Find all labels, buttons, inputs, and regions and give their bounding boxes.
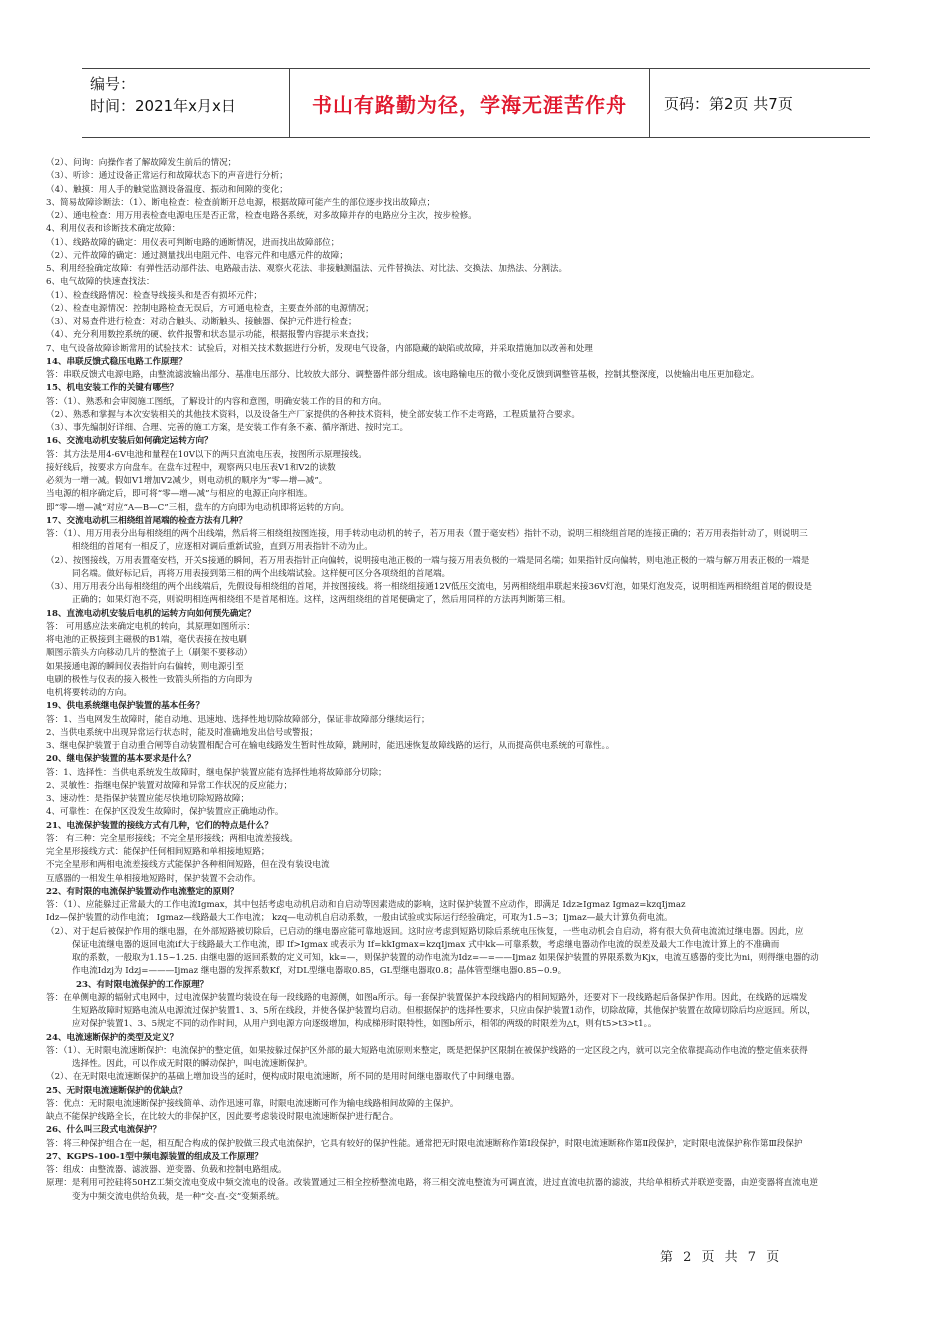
text-line: 3、速动性：是指保护装置应能尽快地切除短路故障； xyxy=(46,794,250,804)
text-line: （3）、事先编制好详细、合理、完善的施工方案，是安装工作有条不紊、循序渐进、按时完工。 xyxy=(46,423,409,433)
text-line: 不完全星形和两相电流差接线方式能保护各种相间短路，但在没有装设电流 xyxy=(46,860,330,871)
text-line: 4、可靠性：在保护区没发生故障时，保护装置应正确地动作。 xyxy=(46,807,284,818)
text-line: 将电池的正极接到主磁极的B1端，毫伏表接在按电刷 xyxy=(46,635,247,645)
text-line: 必须为一增一减。假如V1增加V2减少，则电动机的顺序为“零—增—减”。 xyxy=(46,476,328,486)
text-line: （2）、对于起后被保护作用的继电器，在外部短路被切除后，已启动的继电器应能可靠地返回。这时应考虑到短路切除后系统电压恢复，一些电动机会自启动，将有很大负荷电流流过继电器。因此，应 xyxy=(46,926,804,937)
text-line: 选择性。因此，可以作成无时限的瞬动保护，叫电流速断保护。 xyxy=(72,1059,313,1069)
text-line: （1）、检查线路情况：检查导线接头和是否有损坏元件； xyxy=(46,290,263,301)
text-line: 如果接通电源的瞬间仪表指针向右偏转，则电源引至 xyxy=(46,661,244,672)
document-body xyxy=(46,157,906,1204)
question-heading: 19、供电系统继电保护装置的基本任务？ xyxy=(46,701,205,712)
question-heading: 24、电流速断保护的类型及定义？ xyxy=(46,1032,179,1043)
text-line: 答： 有三种：完全星形接线；不完全星形接线；两相电流差接线。 xyxy=(46,833,298,844)
text-line: 电刷的极性与仪表的接入极性一致箭头所指的方向即为 xyxy=(46,674,253,685)
text-line: （4）、触摸：用人手的触觉监测设备温度、振动和间隙的变化； xyxy=(46,184,288,195)
text-line: 互感器的一相发生单相接地短路时，保护装置不会动作。 xyxy=(46,873,261,884)
text-line: （2）、问询：向操作者了解故障发生前后的情况； xyxy=(46,158,237,168)
text-line: （2）、元件故障的确定：通过测量找出电阻元件、电容元件和电感元件的故障； xyxy=(46,250,348,261)
text-line: （4）、充分利用数控系统的硬、软件报警和状态显示功能，根据报警内容提示来查找； xyxy=(46,330,374,341)
header-info xyxy=(82,69,290,137)
text-line: 答：（1）、熟悉和会审阅施工图纸，了解设计的内容和意图，明确安装工作的目的和方向。 xyxy=(46,396,387,407)
question-heading: 20、继电保护装置的基本要求是什么？ xyxy=(46,754,196,765)
text-line: 缺点不能保护线路全长，在比较大的非保护区，因此要考虑装设时限电流速断保护进行配合。 xyxy=(46,1112,399,1122)
question-heading: 27、KGPS-100-1型中频电源装置的组成及工作原理？ xyxy=(46,1151,263,1162)
text-line: 取的系数，一般取为1.15~1.25. 由继电器的返回系数的定义可知，kk=—，则保护装置的动作电流为Idz=—=——Ijmaz 如果保护装置的界限系数为Kjx，电流互感器的变比为ni，则得继电器的动 xyxy=(72,953,819,963)
text-line: 变为中频交流电供给负载，是一种“交-直-交”变频系统。 xyxy=(72,1191,285,1202)
question-heading: 21、电流保护装置的接线方式有几种，它们的特点是什么？ xyxy=(46,820,273,831)
text-line: 答：1、当电网发生故障时，能自动地、迅速地、选择性地切除故障部分，保证非故障部分继续运行； xyxy=(46,714,430,725)
text-line: 作电流Idzj为 Idzj=———Ijmaz 继电器的发挥系数Kf，对DL型继电器取0.85，GL型继电器取0.8；晶体管型继电器0.85~0.9。 xyxy=(72,966,567,977)
text-line: 相绕组的首尾有一相反了，应逐相对调后重新试验，直到万用表指针不动为止。 xyxy=(72,542,373,553)
text-line: 应对保护装置1、3、5规定不同的动作时间，从用户到电源方向逐级增加，构成梯形时限特性，如图b所示，相邻的两级的时限差为△t，则有t5>t3>t1。。 xyxy=(72,1019,657,1030)
text-line: 答： 可用感应法来确定电机的转向，其原理如图所示： xyxy=(46,621,255,632)
text-line: 3、简易故障诊断法：（1）、断电检查：检查前断开总电源，根据故障可能产生的部位逐步找出故障点； xyxy=(46,197,436,208)
text-line: 答：（1）、用万用表分出每相绕组的两个出线端，然后将三相绕组按图连接，用手转动电动机的转子，若万用表（置于毫安档）指针不动，说明三相绕组首尾的连接正确的；若万用表指针动了，则说明三 xyxy=(46,529,808,539)
text-line: 2、当供电系统中出现异常运行状态时，能及时准确地发出信号或警报； xyxy=(46,727,318,738)
text-line: 答：将三种保护组合在一起，相互配合构成的保护胶做三段式电流保护，它具有较好的保护性能。通常把无时限电流速断称作第Ⅰ段保护，时限电流速断称作第Ⅱ段保护，定时限电流保护称作第Ⅲ段保护 xyxy=(46,1138,803,1149)
text-line: 6、电气故障的快速查找法： xyxy=(46,277,155,288)
header-page-number: 页码：第2页 共7页 xyxy=(664,94,793,113)
text-line: 保证电流继电器的返回电流if大于线路最大工作电流，即 If>Igmax 或表示为 If=kkIgmax=kzqIjmax 式中kk—可靠系数，考虑继电器动作电流的误差及最大工作电流计算上的不准确而 xyxy=(72,939,780,950)
text-line: 答：（1）、应能躲过正常最大的工作电流Igmax，其中包括考虑电动机启动和自启动等因素造成的影响，这时保护装置不应动作，即满足 Idz≥Igmaz Igmaz=kzqIjmaz xyxy=(46,900,686,910)
question-heading: 16、交流电动机安装后如何确定运转方向？ xyxy=(46,436,213,447)
text-line: 答：优点：无时限电流速断保护接线简单、动作迅速可靠，时限电流速断可作为输电线路相间故障的主保护。 xyxy=(46,1098,459,1109)
text-line: （2）、在无时限电流速断保护的基础上增加设当的延时，便构成时限电流速断，所不同的是用时间继电器取代了中间继电器。 xyxy=(46,1072,520,1083)
text-line: Idz—保护装置的动作电流； Igmaz—线路最大工作电流； kzq—电动机自启动系数，一般由试验或实际运行经验确定，可取为1.5~3；Ijmaz—最大计算负荷电流。 xyxy=(46,913,673,924)
text-line: 顺图示箭头方向移动几片的整流子上（刷架不要移动） xyxy=(46,648,253,659)
question-heading: 25、无时限电流速断保护的优缺点？ xyxy=(46,1085,187,1096)
text-line: 3、继电保护装置于自动重合闸等自动装置相配合可在输电线路发生暂时性故障，跳闸时，能迅速恢复故障线路的运行，从而提高供电系统的可靠性。。 xyxy=(46,741,615,751)
text-line: 7、电气设备故障诊断常用的试验技术：试验后，对相关技术数据进行分析，发现电气设备，内部隐藏的缺陷或故障，并采取措施加以改善和处理 xyxy=(46,343,593,354)
text-line: 答：1、选择性：当供电系统发生故障时，继电保护装置应能有选择性地将故障部分切除； xyxy=(46,767,387,778)
text-line: （3）、听诊：通过设备正常运行和故障状态下的声音进行分析； xyxy=(46,171,288,182)
text-line: 原理：是利用可控硅将50HZ工频交流电变成中频交流电的设备。改装置通过三相全控桥整流电路，将三相交流电整流为可调直流，进过直流电抗器的滤波，共给单相桥式并联逆变器，由逆变器将直流电逆 xyxy=(46,1178,819,1189)
question-heading: 22、有时限的电流保护装置动作电流整定的原则？ xyxy=(46,886,239,897)
text-line: （2）、通电检查：用万用表检查电源电压是否正常，检查电路各系统，对多故障并存的电路应分主次，按步检修。 xyxy=(46,211,477,221)
text-line: 答：串联反馈式电源电路，由整流滤波输出部分、基准电压部分、比较放大部分、调整器件部分组成。该电路输电压的微小变化反馈到调整管基极，控制其整深度，以使输出电压更加稳定。 xyxy=(46,370,760,380)
text-line: （2）、熟悉和掌握与本次安装相关的其他技术资料，以及设备生产厂家提供的各种技术资料，使全部安装工作不走弯路，工程质量符合要求。 xyxy=(46,409,580,420)
text-line: 接好线后，按要求方向盘车。在盘车过程中，观察两只电压表V1和V2的读数 xyxy=(46,462,336,473)
text-line: （3）、对易查件进行检查：对动合触头、动断触头、接触器、保护元件进行检查； xyxy=(46,317,357,327)
text-line: （2）、按图接线，万用表置毫安档，开关S接通的瞬间，若万用表指针正向偏转，说明接电池正极的一端与接万用表负极的一端是同名端；如果指针反向偏转，则电池正极的一端与解万用表正极的一端是 xyxy=(46,555,810,566)
text-line: （1）、线路故障的确定：用仪表可判断电路的通断情况，进而找出故障部位； xyxy=(46,237,340,248)
text-line: 4、利用仪表和诊断技术确定故障： xyxy=(46,224,181,235)
text-line: 同名端。做好标记后，再将万用表接到第三相的两个出线端试验。这样便可区分各项绕组的首尾端。 xyxy=(72,568,451,579)
text-line: 即“零—增—减”对应“A—B—C”三相，盘车的方向即为电动机即将运转的方向。 xyxy=(46,502,350,513)
question-heading: 23、有时限电流保护的工作原理？ xyxy=(76,979,209,990)
text-line: 完全星形接线方式：能保护任何相间短路和单相接地短路； xyxy=(46,847,270,857)
question-heading: 14、串联反馈式稳压电路工作原理？ xyxy=(46,356,187,367)
doc-time-label: 时间：2021年x月x日 xyxy=(90,97,236,115)
text-line: 当电源的相序确定后，即可将“零—增—减”与相应的电源正向序相连。 xyxy=(46,489,313,500)
question-heading: 17、交流电动机三相绕组首尾端的检查方法有几种？ xyxy=(46,515,248,526)
question-heading: 15、机电安装工作的关键有哪些？ xyxy=(46,383,179,394)
text-line: 生短路故障时短路电流从电源流过保护装置1、3、5所在线段，并使各保护装置均启动。但根据保护的选择性要求，只应由保护装置1动作，切除故障，其他保护装置在故障切除后均应返回。所以， xyxy=(72,1006,816,1016)
text-line: 答：（1）、无时限电流速断保护：电流保护的整定值，如果按躲过保护区外部的最大短路电流原则来整定，既是把保护区限制在被保护线路的一定区段之内，就可以完全依靠提高动作电流的整定值来获得 xyxy=(46,1045,808,1056)
page-footer: 第 2 页 共 7 页 xyxy=(660,1250,783,1265)
page-header xyxy=(82,68,870,138)
text-line: 2、灵敏性：指继电保护装置对故障和异常工作状况的反应能力； xyxy=(46,780,293,791)
text-line: 正确的；如果灯泡不亮，则说明相连两相绕组不是首尾相连。这样，这两组绕组的首尾便确定了，然后用同样的方法再判断第三相。 xyxy=(72,595,571,606)
text-line: 5、利用经验确定故障：有弹性活动部件法、电路敲击法、观察火花法、非接触测温法、元件替换法、对比法、交换法、加热法、分割法。 xyxy=(46,264,568,274)
question-heading: 18、直流电动机安装后电机的运转方向如何预先确定？ xyxy=(46,608,256,619)
text-line: 答：其方法是用4-6V电池和量程在10V以下的两只直流电压表，按图所示原理接线。 xyxy=(46,449,367,460)
header-motto: 书山有路勤为径，学海无涯苦作舟 xyxy=(290,69,650,137)
text-line: 答：组成：由整流器、滤波器、逆变器、负载和控制电路组成。 xyxy=(46,1165,287,1175)
doc-code-label: 编号： xyxy=(90,75,136,93)
question-heading: 26、什么叫三段式电流保护？ xyxy=(46,1125,162,1136)
text-line: 电机将要转动的方向。 xyxy=(46,688,132,698)
text-line: （2）、检查电源情况：控制电路检查无误后，方可通电检查，主要查外部的电源情况； xyxy=(46,303,374,314)
text-line: （3）、用万用表分出每相绕组的两个出线端后，先假设每相绕组的首尾，并按图接线。将一相绕组接通12V低压交流电，另两相绕组串联起来接36V灯泡，如果灯泡发亮，说明相连两相绕组首尾的假设是 xyxy=(46,582,812,592)
text-line: 答：在单侧电源的辐射式电网中，过电流保护装置均装设在每一段线路的电源侧，如图a所示。每一套保护装置保护本段线路内的相间短路外，还要对下一段线路起后备保护作用。因此，在线路的远端发 xyxy=(46,992,808,1003)
